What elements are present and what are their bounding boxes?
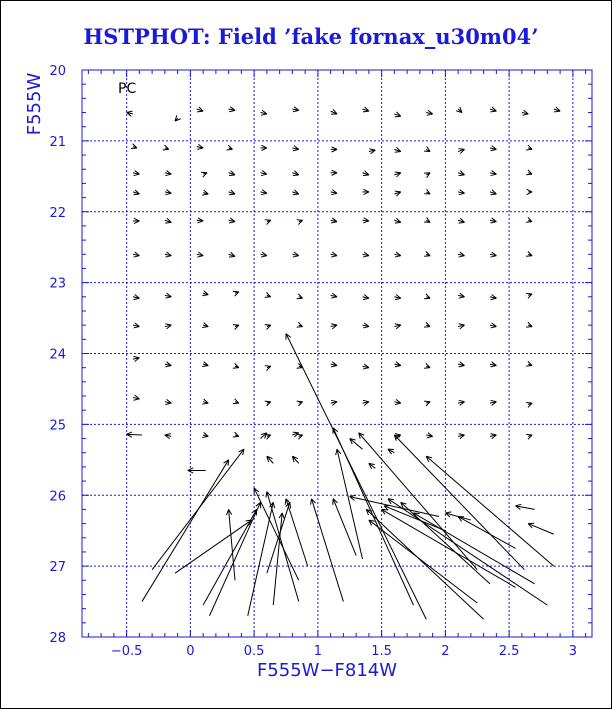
vector-head — [265, 401, 271, 402]
y-tick-label: 27 — [49, 560, 66, 576]
y-tick-label: 28 — [49, 631, 66, 646]
panel-label: PC — [118, 81, 137, 97]
vector-head — [233, 368, 239, 369]
vector-head — [297, 401, 303, 402]
y-tick-label: 22 — [49, 205, 66, 221]
vector-head — [201, 172, 207, 173]
vector-head — [265, 325, 271, 326]
y-axis-label: F555W — [24, 72, 45, 136]
vector-head — [526, 174, 532, 175]
vector-head — [424, 368, 430, 369]
vector-head — [424, 256, 430, 257]
vector-head — [424, 298, 430, 299]
vector-head — [226, 149, 232, 150]
y-tick-label: 20 — [49, 64, 66, 79]
vector-head — [265, 297, 271, 298]
x-tick-label: 0 — [186, 644, 195, 659]
vector-head — [424, 401, 430, 402]
vector-head — [526, 434, 532, 435]
vector-head — [297, 327, 303, 328]
x-axis-label: F555W−F814W — [256, 660, 398, 681]
vector-head — [233, 403, 239, 404]
vector-shaft — [127, 434, 142, 435]
vector-head — [526, 222, 532, 223]
vector-head — [526, 366, 532, 367]
vector-head — [526, 256, 532, 257]
vector-head — [265, 220, 271, 221]
vector-head — [526, 293, 532, 294]
x-tick-label: −0.5 — [110, 644, 143, 659]
vector-head — [526, 327, 532, 328]
vector-head — [297, 368, 303, 369]
y-tick-label: 24 — [49, 347, 66, 363]
vector-head — [233, 436, 239, 437]
y-tick-label: 25 — [49, 418, 66, 434]
vector-head — [233, 291, 239, 292]
vector-head — [163, 149, 169, 150]
x-tick-label: 1 — [313, 644, 323, 659]
vector-head — [131, 148, 137, 149]
x-tick-label: 2.5 — [498, 644, 520, 659]
chart-title: HSTPHOT: Field ’fake fornax_u30m04’ — [83, 24, 539, 49]
y-tick-label: 23 — [49, 276, 66, 292]
x-tick-label: 0.5 — [243, 644, 265, 659]
vector-head — [526, 149, 532, 150]
vector-head — [424, 327, 430, 328]
y-tick-label: 26 — [49, 489, 66, 505]
y-tick-label: 21 — [49, 134, 66, 150]
vector-head — [297, 298, 303, 299]
x-tick-label: 3 — [568, 644, 578, 659]
x-tick-label: 2 — [441, 644, 450, 659]
vector-head — [265, 366, 271, 367]
x-tick-label: 1.5 — [371, 644, 392, 659]
vector-head — [297, 220, 303, 221]
vector-head — [526, 403, 532, 404]
vector-head — [233, 325, 239, 326]
